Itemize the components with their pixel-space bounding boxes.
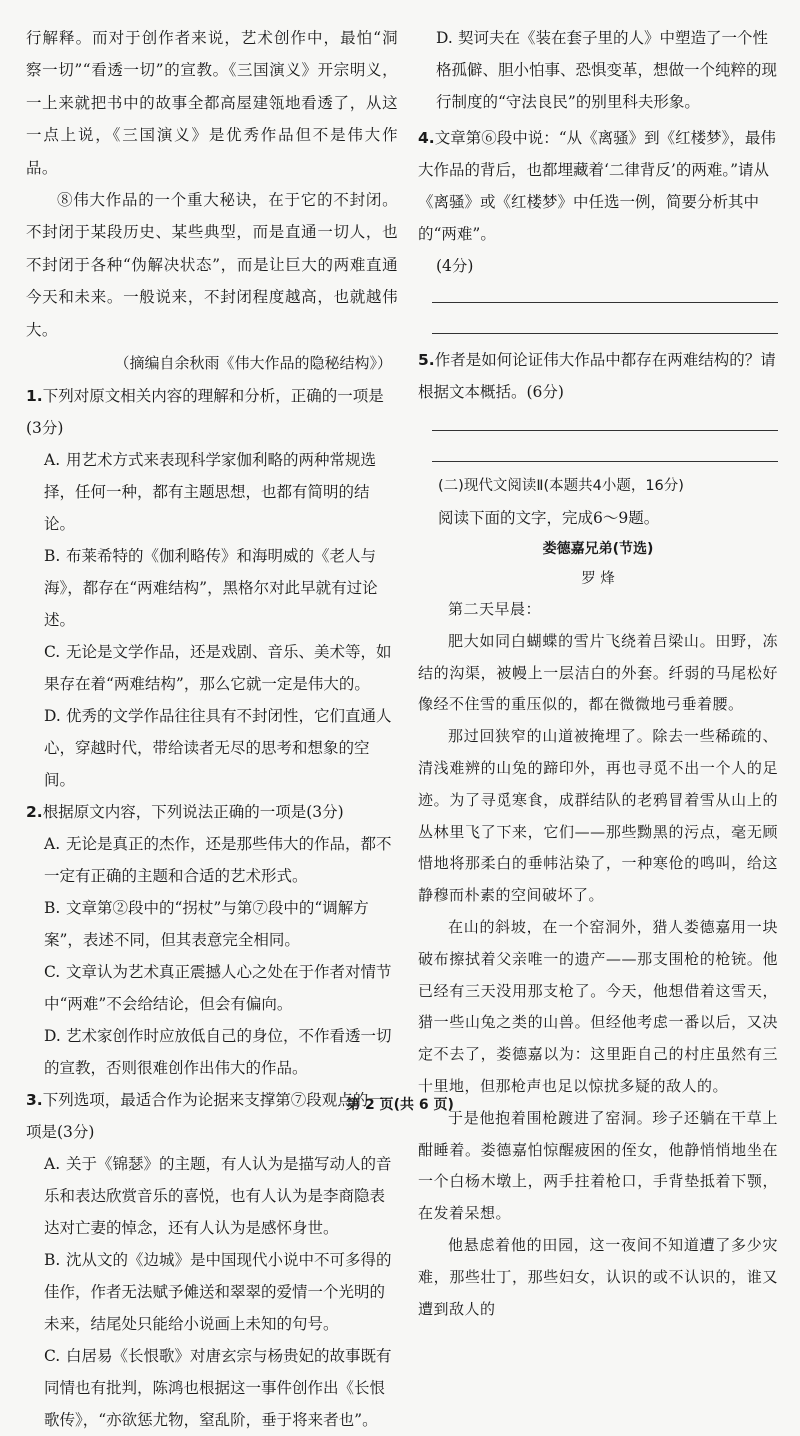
question-2 [26, 796, 398, 1084]
passage-paragraph-8: ⑧伟大作品的一个重大秘诀，在于它的不封闭。不封闭于某段历史、某些典型，而是直通一切人，也不封闭于各种“伪解决状态”，而是让巨大的两难直通今天和未来。一般说来，不封闭程度越高，也就越伟大。 [26, 191, 398, 339]
left-column [26, 22, 398, 1436]
story-title: 娄德嘉兄弟(节选) [542, 541, 654, 557]
story-paragraph: 他悬虑着他的田园，这一夜间不知道遭了多少灾难，那些壮丁，那些妇女，认识的或不认识的，谁又遭到敌人的 [418, 1235, 778, 1318]
answer-line[interactable] [432, 408, 778, 431]
question-5 [418, 344, 778, 462]
option-c: C. 无论是文学作品，还是戏剧、音乐、美术等，如果存在着“两难结构”，那么它就一定是伟大的。 [44, 643, 392, 694]
story-paragraph: 在山的斜坡，在一个窑洞外，猎人娄德嘉用一块破布擦拭着父亲唯一的遗产——那支围枪的枪铳。他已经有三天没用那支枪了。今天，他想借着这雪天，猎一些山兔之类的山兽。但经他考虑一番以后，又决定不去了，娄德嘉以为：这里距自己的村庄虽然有三十里地，但那枪声也足以惊扰多疑的敌人的。 [418, 917, 778, 1095]
question-4 [418, 122, 778, 334]
question-number: 1. [26, 387, 43, 406]
story-paragraph: 于是他抱着围枪踱进了窑洞。珍子还躺在干草上酣睡着。娄德嘉怕惊醒疲困的侄女，他静悄悄地坐在一个白杨木墩上，两手拄着枪口，手背垫抵着下颚，在发着呆想。 [418, 1108, 778, 1223]
question-stem: 下列对原文相关内容的理解和分析，正确的一项是(3分) [26, 387, 384, 438]
option-a: A. 关于《锦瑟》的主题，有人认为是描写动人的音乐和表达欣赏音乐的喜悦，也有人认为是李商隐表达对亡妻的悼念，还有人认为是感怀身世。 [44, 1155, 392, 1238]
question-number: 4. [418, 129, 435, 147]
page-footer: 第 2 页(共 6 页) [346, 1097, 454, 1113]
question-number: 5. [418, 351, 435, 369]
question-stem: 文章第⑥段中说：“从《离骚》到《红楼梦》，最伟大作品的背后，也都埋藏着‘二律背反’的两难。”请从《离骚》或《红楼梦》中任选一例，简要分析其中的“两难”。 [418, 129, 776, 243]
question-number: 3. [26, 1091, 43, 1110]
option-d: D. 契诃夫在《装在套子里的人》中塑造了一个性格孤僻、胆小怕事、恐惧变革，想做一个纯粹的现行制度的“守法良民”的别里科夫形象。 [436, 29, 778, 111]
section-heading: (二)现代文阅读Ⅱ(本题共4小题，16分) [438, 478, 684, 494]
option-c: C. 白居易《长恨歌》对唐玄宗与杨贵妃的故事既有同情也有批判，陈鸿也根据这一事件创作出《长恨歌传》，“亦欲惩尤物，窒乱阶，垂于将来者也”。 [44, 1347, 392, 1430]
question-stem: 下列选项，最适合作为论据来支撑第⑦段观点的一项是(3分) [26, 1091, 384, 1142]
option-c: C. 文章认为艺术真正震撼人心之处在于作者对情节中“两难”不会给结论，但会有偏向。 [44, 963, 392, 1014]
option-b: B. 布莱希特的《伽利略传》和海明威的《老人与海》，都存在“两难结构”，黑格尔对此早就有过论述。 [44, 547, 378, 630]
option-a: A. 用艺术方式来表现科学家伽利略的两种常规选择，任何一种，都有主题思想，也都有简明的结论。 [44, 451, 377, 534]
story-author: 罗 烽 [581, 571, 615, 587]
answer-line[interactable] [432, 303, 778, 334]
question-3 [26, 1084, 398, 1436]
passage-paragraph: 行解释。而对于创作者来说，艺术创作中，最怕“洞察一切”“看透一切”的宣教。《三国演义》开宗明义，一上来就把书中的故事全都高屋建瓴地看透了，从这一点上说，《三国演义》是优秀作品但不是伟大作品。 [26, 29, 398, 177]
story-paragraph: 那过回狭窄的山道被掩埋了。除去一些稀疏的、清浅难辨的山兔的蹄印外，再也寻觅不出一个人的足迹。为了寻觅寒食，成群结队的老鸦冒着雪从山上的丛林里飞了下来，它们——那些黝黑的污点，毫无顾惜地将那柔白的垂帏沾染了，一种寒伧的鸣叫，给这静穆而朴素的空间破坏了。 [418, 727, 778, 905]
story-paragraph: 肥大如同白蝴蝶的雪片飞绕着吕梁山。田野，冻结的沟渠，被幔上一层洁白的外套。纤弱的马尾松好像经不住雪的重压似的，都在微微地弓垂着腰。 [418, 631, 778, 714]
question-1 [26, 380, 398, 796]
section-instruction: 阅读下面的文字，完成6～9题。 [438, 509, 660, 527]
option-d: D. 艺术家创作时应放低自己的身位，不作看透一切的宣教，否则很难创作出伟大的作品。 [44, 1027, 392, 1078]
answer-line[interactable] [432, 431, 778, 462]
reading-section [418, 470, 778, 1325]
question-number: 2. [26, 803, 43, 822]
option-a: A. 无论是真正的杰作，还是那些伟大的作品，都不一定有正确的主题和合适的艺术形式。 [44, 835, 392, 886]
source-note: （摘编自余秋雨《伟大作品的隐秘结构》） [114, 354, 392, 373]
story-paragraph: 第二天早晨： [448, 600, 542, 618]
question-score: (4分) [436, 257, 474, 275]
answer-line[interactable] [432, 282, 778, 303]
question-stem: 作者是如何论证伟大作品中都存在两难结构的？请根据文本概括。(6分) [418, 351, 776, 401]
option-b: B. 文章第②段中的“拐杖”与第⑦段中的“调解方案”，表述不同，但其表意完全相同。 [44, 899, 369, 950]
option-d: D. 优秀的文学作品往往具有不封闭性，它们直通人心，穿越时代，带给读者无尽的思考和想象的空间。 [44, 707, 392, 790]
question-stem: 根据原文内容，下列说法正确的一项是(3分) [42, 803, 344, 822]
option-b: B. 沈从文的《边城》是中国现代小说中不可多得的佳作，作者无法赋予傩送和翠翠的爱情一个光明的未来，结尾处只能给小说画上未知的句号。 [44, 1251, 392, 1334]
